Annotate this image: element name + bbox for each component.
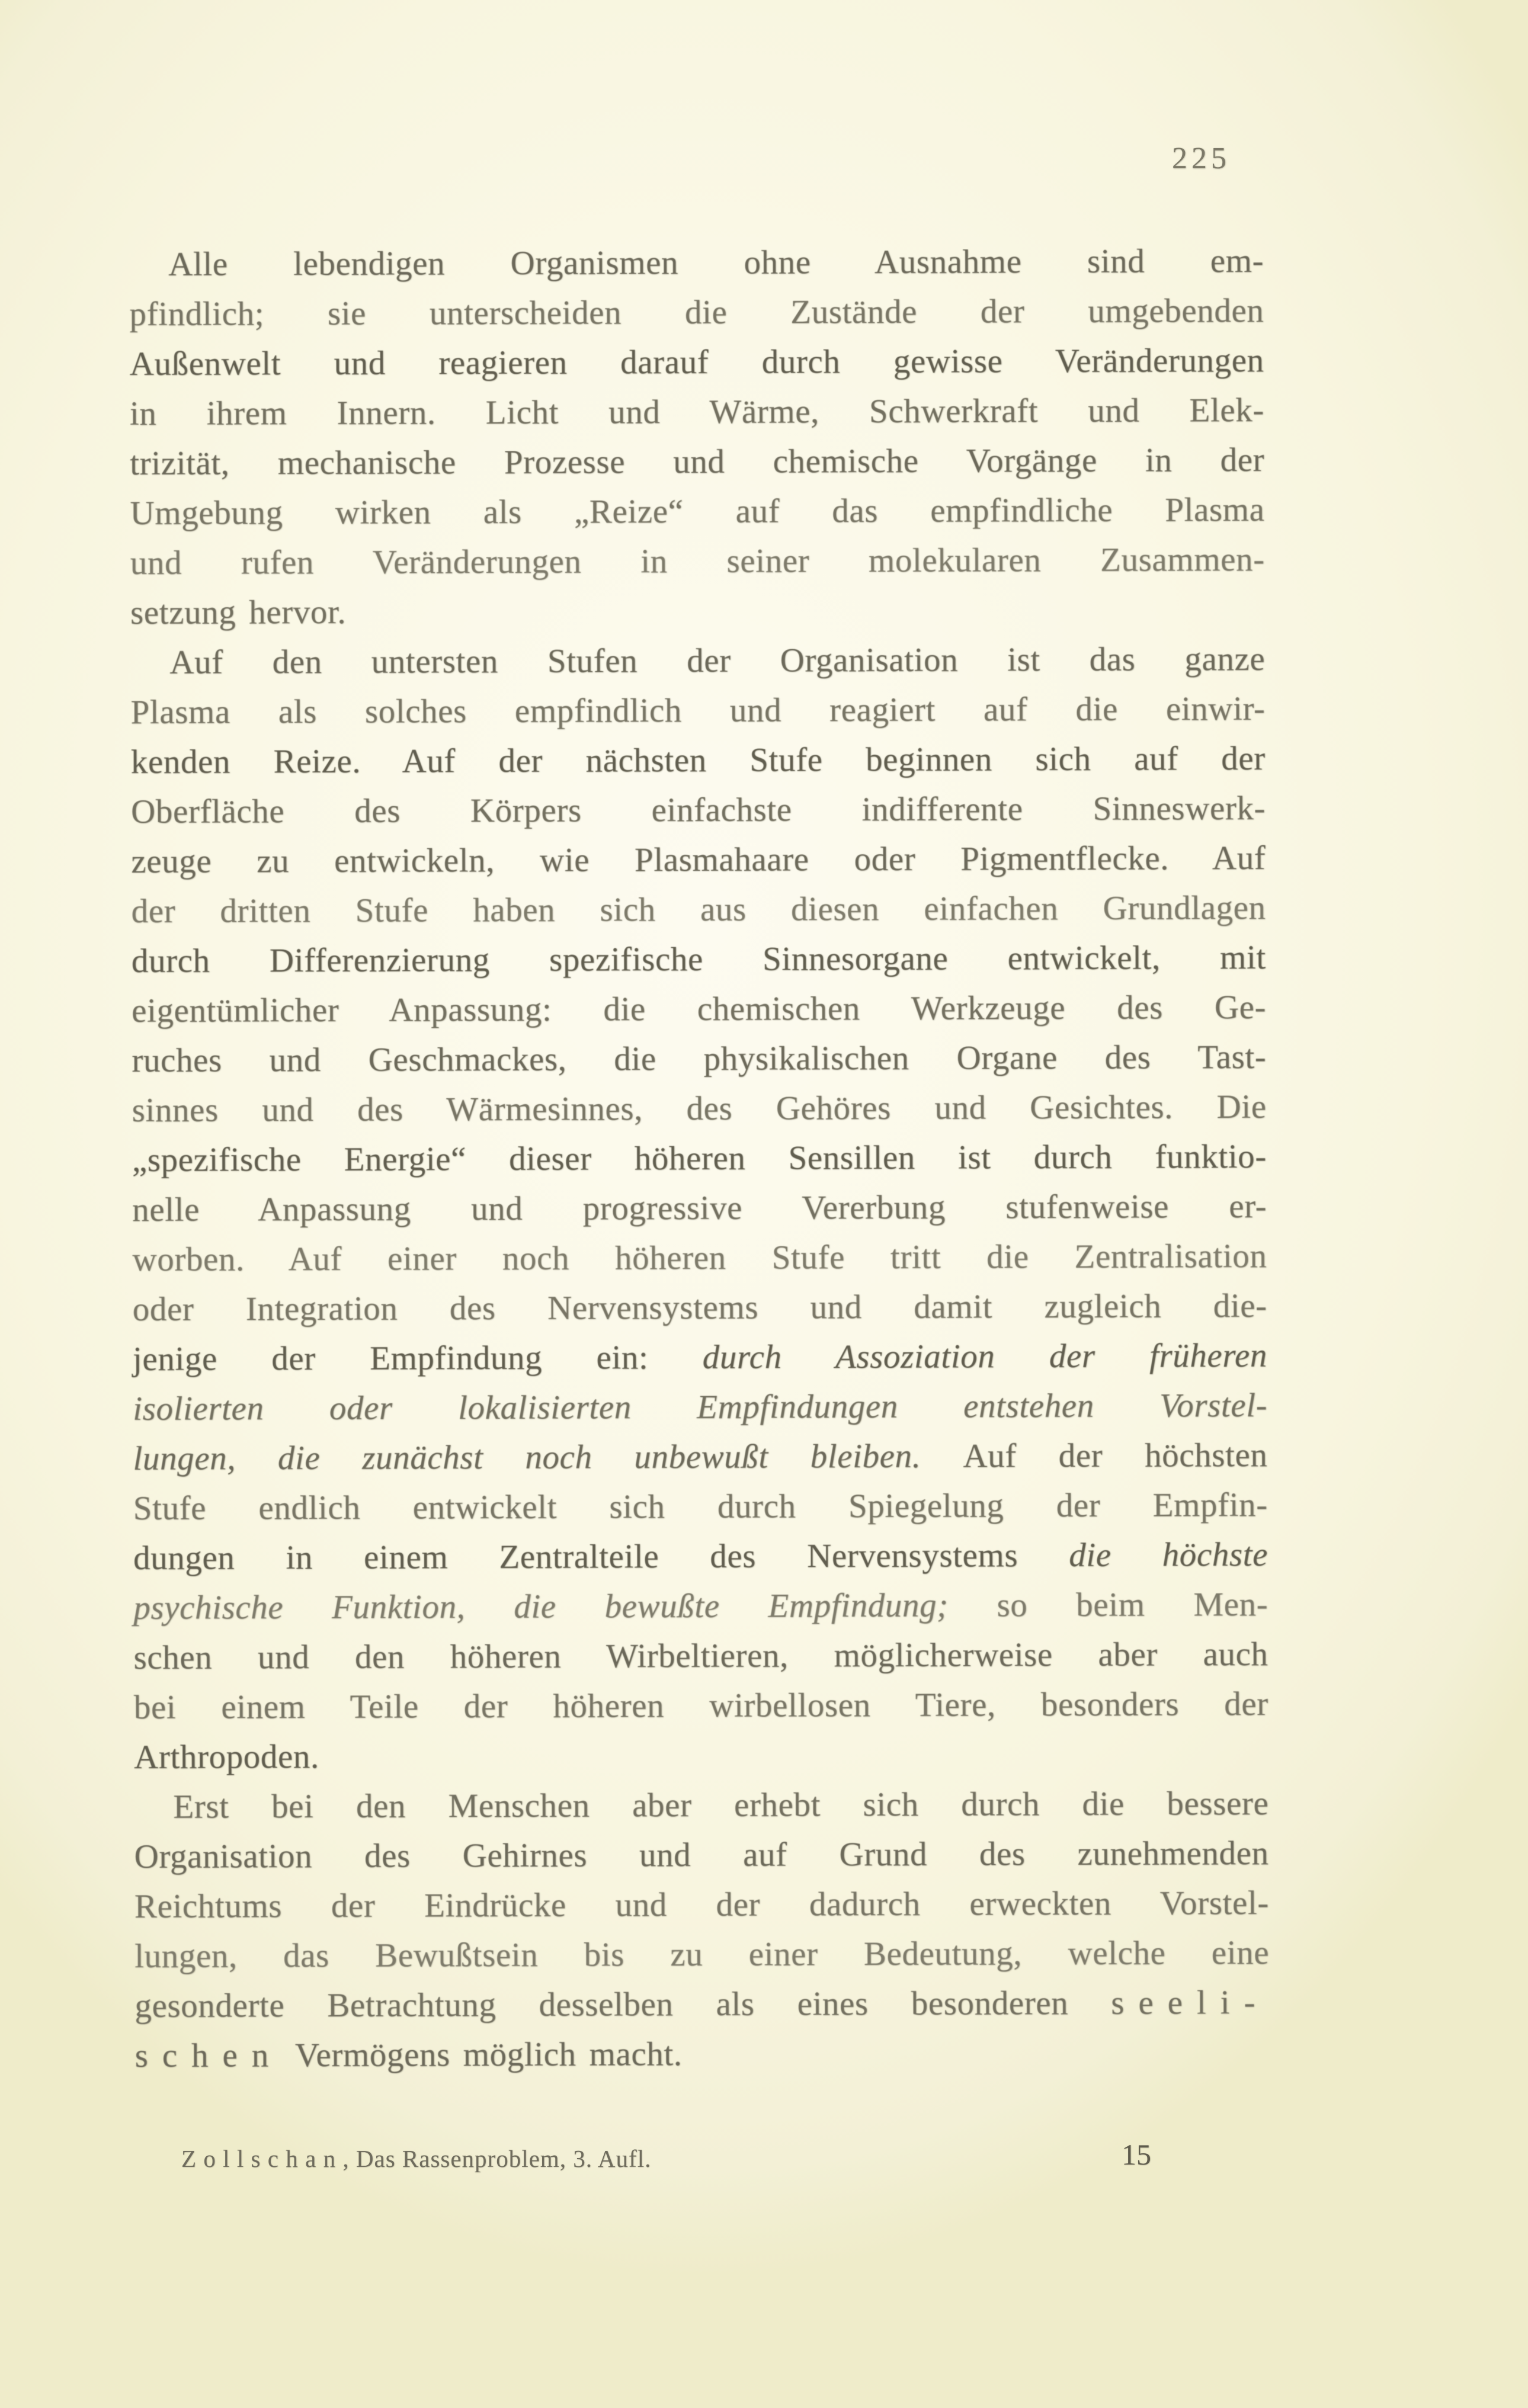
letterspaced-text-segment: seeli- bbox=[1111, 1983, 1270, 2022]
text-segment: ruches und Geschmackes, die physikalischen Organe des Tast- bbox=[132, 1038, 1267, 1080]
text-line bbox=[133, 1281, 1267, 1335]
text-line bbox=[133, 1331, 1267, 1384]
text-segment: nelle Anpassung und progressive Vererbung stufenweise er- bbox=[132, 1187, 1267, 1229]
text-segment: „spezifische Energie“ dieser höheren Sensillen ist durch funktio- bbox=[132, 1137, 1267, 1179]
text-segment: der dritten Stufe haben sich aus diesen einfachen Grundlagen bbox=[131, 889, 1266, 931]
text-line bbox=[134, 1978, 1269, 2031]
text-line bbox=[134, 1928, 1269, 1981]
text-segment: oder Integration des Nervensystems und damit zugleich die- bbox=[132, 1287, 1267, 1328]
text-segment: in ihrem Innern. Licht und Wärme, Schwerkraft und Elek- bbox=[129, 391, 1265, 433]
text-line bbox=[133, 1381, 1267, 1434]
text-line bbox=[129, 286, 1264, 339]
page-number: 225 bbox=[1172, 142, 1231, 175]
text-segment: Außenwelt und reagieren darauf durch gewisse Veränderungen bbox=[129, 341, 1264, 383]
text-segment: dungen in einem Zentralteile des Nervensystems bbox=[133, 1537, 1069, 1577]
text-line bbox=[130, 485, 1264, 538]
text-segment: lungen, das Bewußtsein bis zu einer Bedeutung, welche eine bbox=[134, 1934, 1270, 1975]
text-line bbox=[134, 1729, 1268, 1782]
text-line bbox=[133, 1530, 1268, 1583]
text-line bbox=[129, 236, 1264, 290]
text-line bbox=[133, 1630, 1268, 1683]
text-line bbox=[131, 734, 1266, 787]
text-segment: Organisation des Gehirnes und auf Grund des zunehmenden bbox=[134, 1834, 1269, 1875]
italic-text-segment: isolierten oder lokalisierten Empfindungen entstehen Vorstel- bbox=[133, 1386, 1268, 1428]
text-line bbox=[134, 1679, 1268, 1733]
text-line bbox=[132, 1082, 1266, 1136]
text-line bbox=[132, 1232, 1267, 1285]
text-line bbox=[133, 1580, 1268, 1633]
text-line bbox=[130, 634, 1265, 688]
text-line bbox=[131, 784, 1266, 837]
letterspaced-text-segment: schen bbox=[134, 2037, 283, 2074]
text-segment: Vermögens möglich macht. bbox=[283, 2035, 683, 2074]
text-line bbox=[132, 1182, 1267, 1235]
text-segment: setzung hervor. bbox=[130, 593, 347, 632]
text-segment: Erst bei den Menschen aber erhebt sich durch die bessere bbox=[173, 1784, 1269, 1826]
text-segment: Auf der höchsten bbox=[963, 1436, 1268, 1475]
text-line bbox=[134, 1779, 1268, 1832]
text-line bbox=[130, 336, 1264, 389]
text-segment: schen und den höheren Wirbeltieren, möglicherweise aber auch bbox=[133, 1635, 1268, 1676]
text-line bbox=[130, 684, 1265, 738]
italic-text-segment: lungen, die zunächst noch unbewußt bleiben. bbox=[133, 1437, 963, 1477]
text-line bbox=[134, 1829, 1268, 1882]
text-line bbox=[132, 1132, 1267, 1185]
footer-imprint bbox=[181, 2144, 651, 2173]
text-line bbox=[133, 1480, 1268, 1534]
text-line bbox=[131, 883, 1266, 937]
text-line bbox=[132, 933, 1266, 986]
text-segment: Auf den untersten Stufen der Organisation ist das ganze bbox=[169, 640, 1266, 681]
text-segment: pfindlich; sie unterscheiden die Zustände der umgebenden bbox=[129, 291, 1264, 334]
text-segment: zeuge zu entwickeln, wie Plasmahaare oder Pigmentflecke. Auf bbox=[131, 839, 1266, 881]
text-segment: jenige der Empfindung ein: bbox=[132, 1338, 703, 1378]
text-segment: worben. Auf einer noch höheren Stufe tritt die Zentralisation bbox=[132, 1237, 1267, 1278]
text-segment: und rufen Veränderungen in seiner molekularen Zusammen- bbox=[130, 540, 1265, 582]
text-block bbox=[129, 236, 1270, 2081]
text-line bbox=[132, 983, 1266, 1036]
text-segment: gesonderte Betrachtung desselben als eines besonderen bbox=[134, 1984, 1111, 2025]
text-segment: Umgebung wirken als „Reize“ auf das empfindliche Plasma bbox=[130, 490, 1265, 533]
text-segment: eigentümlicher Anpassung: die chemischen Werkzeuge des Ge- bbox=[131, 988, 1267, 1030]
text-line bbox=[130, 535, 1265, 588]
text-line bbox=[130, 585, 1265, 638]
text-line bbox=[135, 2028, 1270, 2081]
italic-text-segment: durch Assoziation der früheren bbox=[702, 1336, 1268, 1376]
text-segment: Stufe endlich entwickelt sich durch Spiegelung der Empfin- bbox=[133, 1486, 1268, 1527]
text-line bbox=[132, 1033, 1266, 1086]
text-segment: trizität, mechanische Prozesse und chemische Vorgänge in der bbox=[130, 441, 1265, 483]
text-segment: Alle lebendigen Organismen ohne Ausnahme sind em- bbox=[168, 242, 1264, 283]
footer-reference: , Das Rassenproblem, 3. Aufl. bbox=[342, 2145, 652, 2172]
text-line bbox=[131, 833, 1266, 887]
text-line bbox=[130, 435, 1264, 489]
text-line bbox=[133, 1431, 1267, 1484]
italic-text-segment: psychische Funktion, die bewußte Empfindung; bbox=[133, 1586, 997, 1627]
text-segment: kenden Reize. Auf der nächsten Stufe beginnen sich auf der bbox=[130, 739, 1266, 781]
text-segment: Plasma als solches empfindlich und reagiert auf die einwir- bbox=[130, 690, 1266, 732]
text-segment: Oberfläche des Körpers einfachste indifferente Sinneswerk- bbox=[130, 789, 1266, 831]
text-segment: Arthropoden. bbox=[133, 1738, 319, 1776]
italic-text-segment: die höchste bbox=[1069, 1535, 1268, 1575]
text-segment: Reichtums der Eindrücke und der dadurch erweckten Vorstel- bbox=[134, 1884, 1269, 1925]
text-line bbox=[130, 386, 1264, 439]
text-segment: bei einem Teile der höheren wirbellosen Tiere, besonders der bbox=[133, 1685, 1268, 1726]
footer-author: Zollschan bbox=[181, 2145, 343, 2172]
text-segment: so beim Men- bbox=[997, 1585, 1268, 1624]
signature-number: 15 bbox=[1122, 2138, 1151, 2171]
text-segment: sinnes und des Wärmesinnes, des Gehöres und Gesichtes. Die bbox=[132, 1088, 1267, 1130]
text-line bbox=[134, 1878, 1269, 1932]
text-segment: durch Differenzierung spezifische Sinnesorgane entwickelt, mit bbox=[131, 938, 1266, 980]
